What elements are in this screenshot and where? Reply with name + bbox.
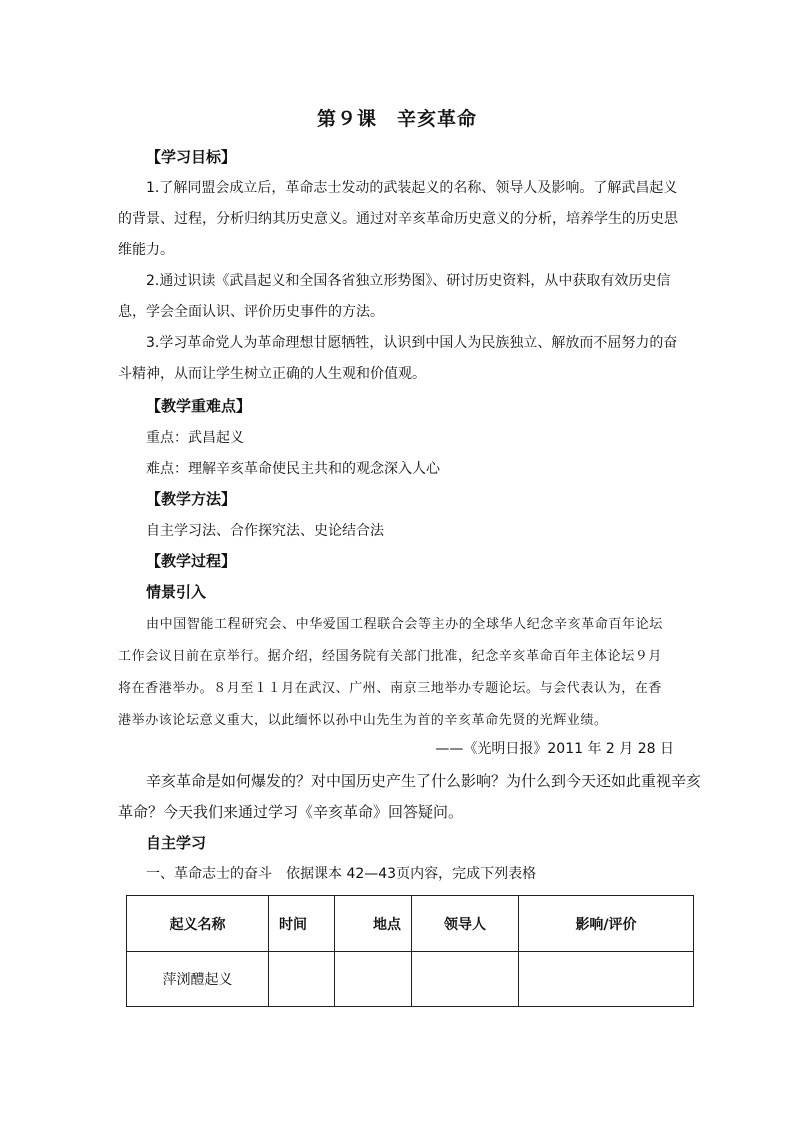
table-cell-time[interactable] <box>269 952 335 1007</box>
objective-1-line-2: 的背景、过程，分析归纳其历史意义。通过对辛亥革命历史意义的分析，培养学生的历史思 <box>118 211 678 227</box>
quote-line-2: 工作会议日前在京举行。据介绍，经国务院有关部门批准，纪念辛亥革命百年主体论坛９月 <box>118 649 663 664</box>
table-row <box>127 952 694 1007</box>
process-heading: 【教学过程】 <box>146 552 237 570</box>
objective-1-line-1: 1.了解同盟会成立后，革命志士发动的武装起义的名称、领导人及影响。了解武昌起义 <box>146 180 678 196</box>
key-point: 重点：武昌起义 <box>146 430 244 446</box>
difficult-point: 难点：理解辛亥革命使民主共和的观念深入人心 <box>146 461 440 477</box>
objective-3-line-1: 3.学习革命党人为革命理想甘愿牺牲，认识到中国人为民族独立、解放而不屈努力的奋 <box>146 335 678 351</box>
methods-heading: 【教学方法】 <box>146 490 237 508</box>
intro-heading: 情景引入 <box>146 583 207 601</box>
objective-2-line-1: 2.通过识读《武昌起义和全国各省独立形势图》、研讨历史资料，从中获取有效历史信 <box>146 273 671 289</box>
column-header-leader: 领导人 <box>412 896 519 952</box>
objective-3-line-2: 斗精神，从而让学生树立正确的人生观和价值观。 <box>118 366 426 382</box>
column-header-time: 时间 <box>269 896 335 952</box>
quote-line-4: 港举办该论坛意义重大，以此缅怀以孙中山先生为首的辛亥革命先贤的光辉业绩。 <box>118 713 608 728</box>
table-cell-name: 萍浏醴起义 <box>127 952 269 1007</box>
column-header-impact: 影响/评价 <box>519 896 694 952</box>
objective-2-line-2: 息，学会全面认识、评价历史事件的方法。 <box>118 304 384 320</box>
table-cell-place[interactable] <box>335 952 412 1007</box>
uprising-table <box>126 895 694 1007</box>
table-header-row <box>127 896 694 952</box>
key-points-heading: 【教学重难点】 <box>146 397 252 415</box>
question-line-1: 辛亥革命是如何爆发的？对中国历史产生了什么影响？为什么到今天还如此重视辛亥 <box>146 772 702 790</box>
page-title: 第９课 辛亥革命 <box>316 108 477 130</box>
objectives-heading: 【学习目标】 <box>146 148 237 166</box>
methods-text: 自主学习法、合作探究法、史论结合法 <box>146 523 384 539</box>
quote-line-1: 由中国智能工程研究会、中华爱国工程联合会等主办的全球华人纪念辛亥革命百年论坛 <box>146 617 663 632</box>
self-study-heading: 自主学习 <box>146 834 207 852</box>
table-cell-impact[interactable] <box>519 952 694 1007</box>
section-1-instruction: 一、革命志士的奋斗 依据课本 42—43页内容，完成下列表格 <box>146 866 537 882</box>
quote-line-3: 将在香港举办。８月至１１月在武汉、广州、南京三地举办专题论坛。与会代表认为，在香 <box>118 681 663 696</box>
quote-source: ——《光明日报》2011 年 2 月 28 日 <box>435 741 674 757</box>
table-cell-leader[interactable] <box>412 952 519 1007</box>
question-line-2: 革命？今天我们来通过学习《辛亥革命》回答疑问。 <box>118 803 464 821</box>
column-header-place: 地点 <box>335 896 412 952</box>
column-header-name: 起义名称 <box>127 896 269 952</box>
objective-1-line-3: 维能力。 <box>118 242 174 258</box>
